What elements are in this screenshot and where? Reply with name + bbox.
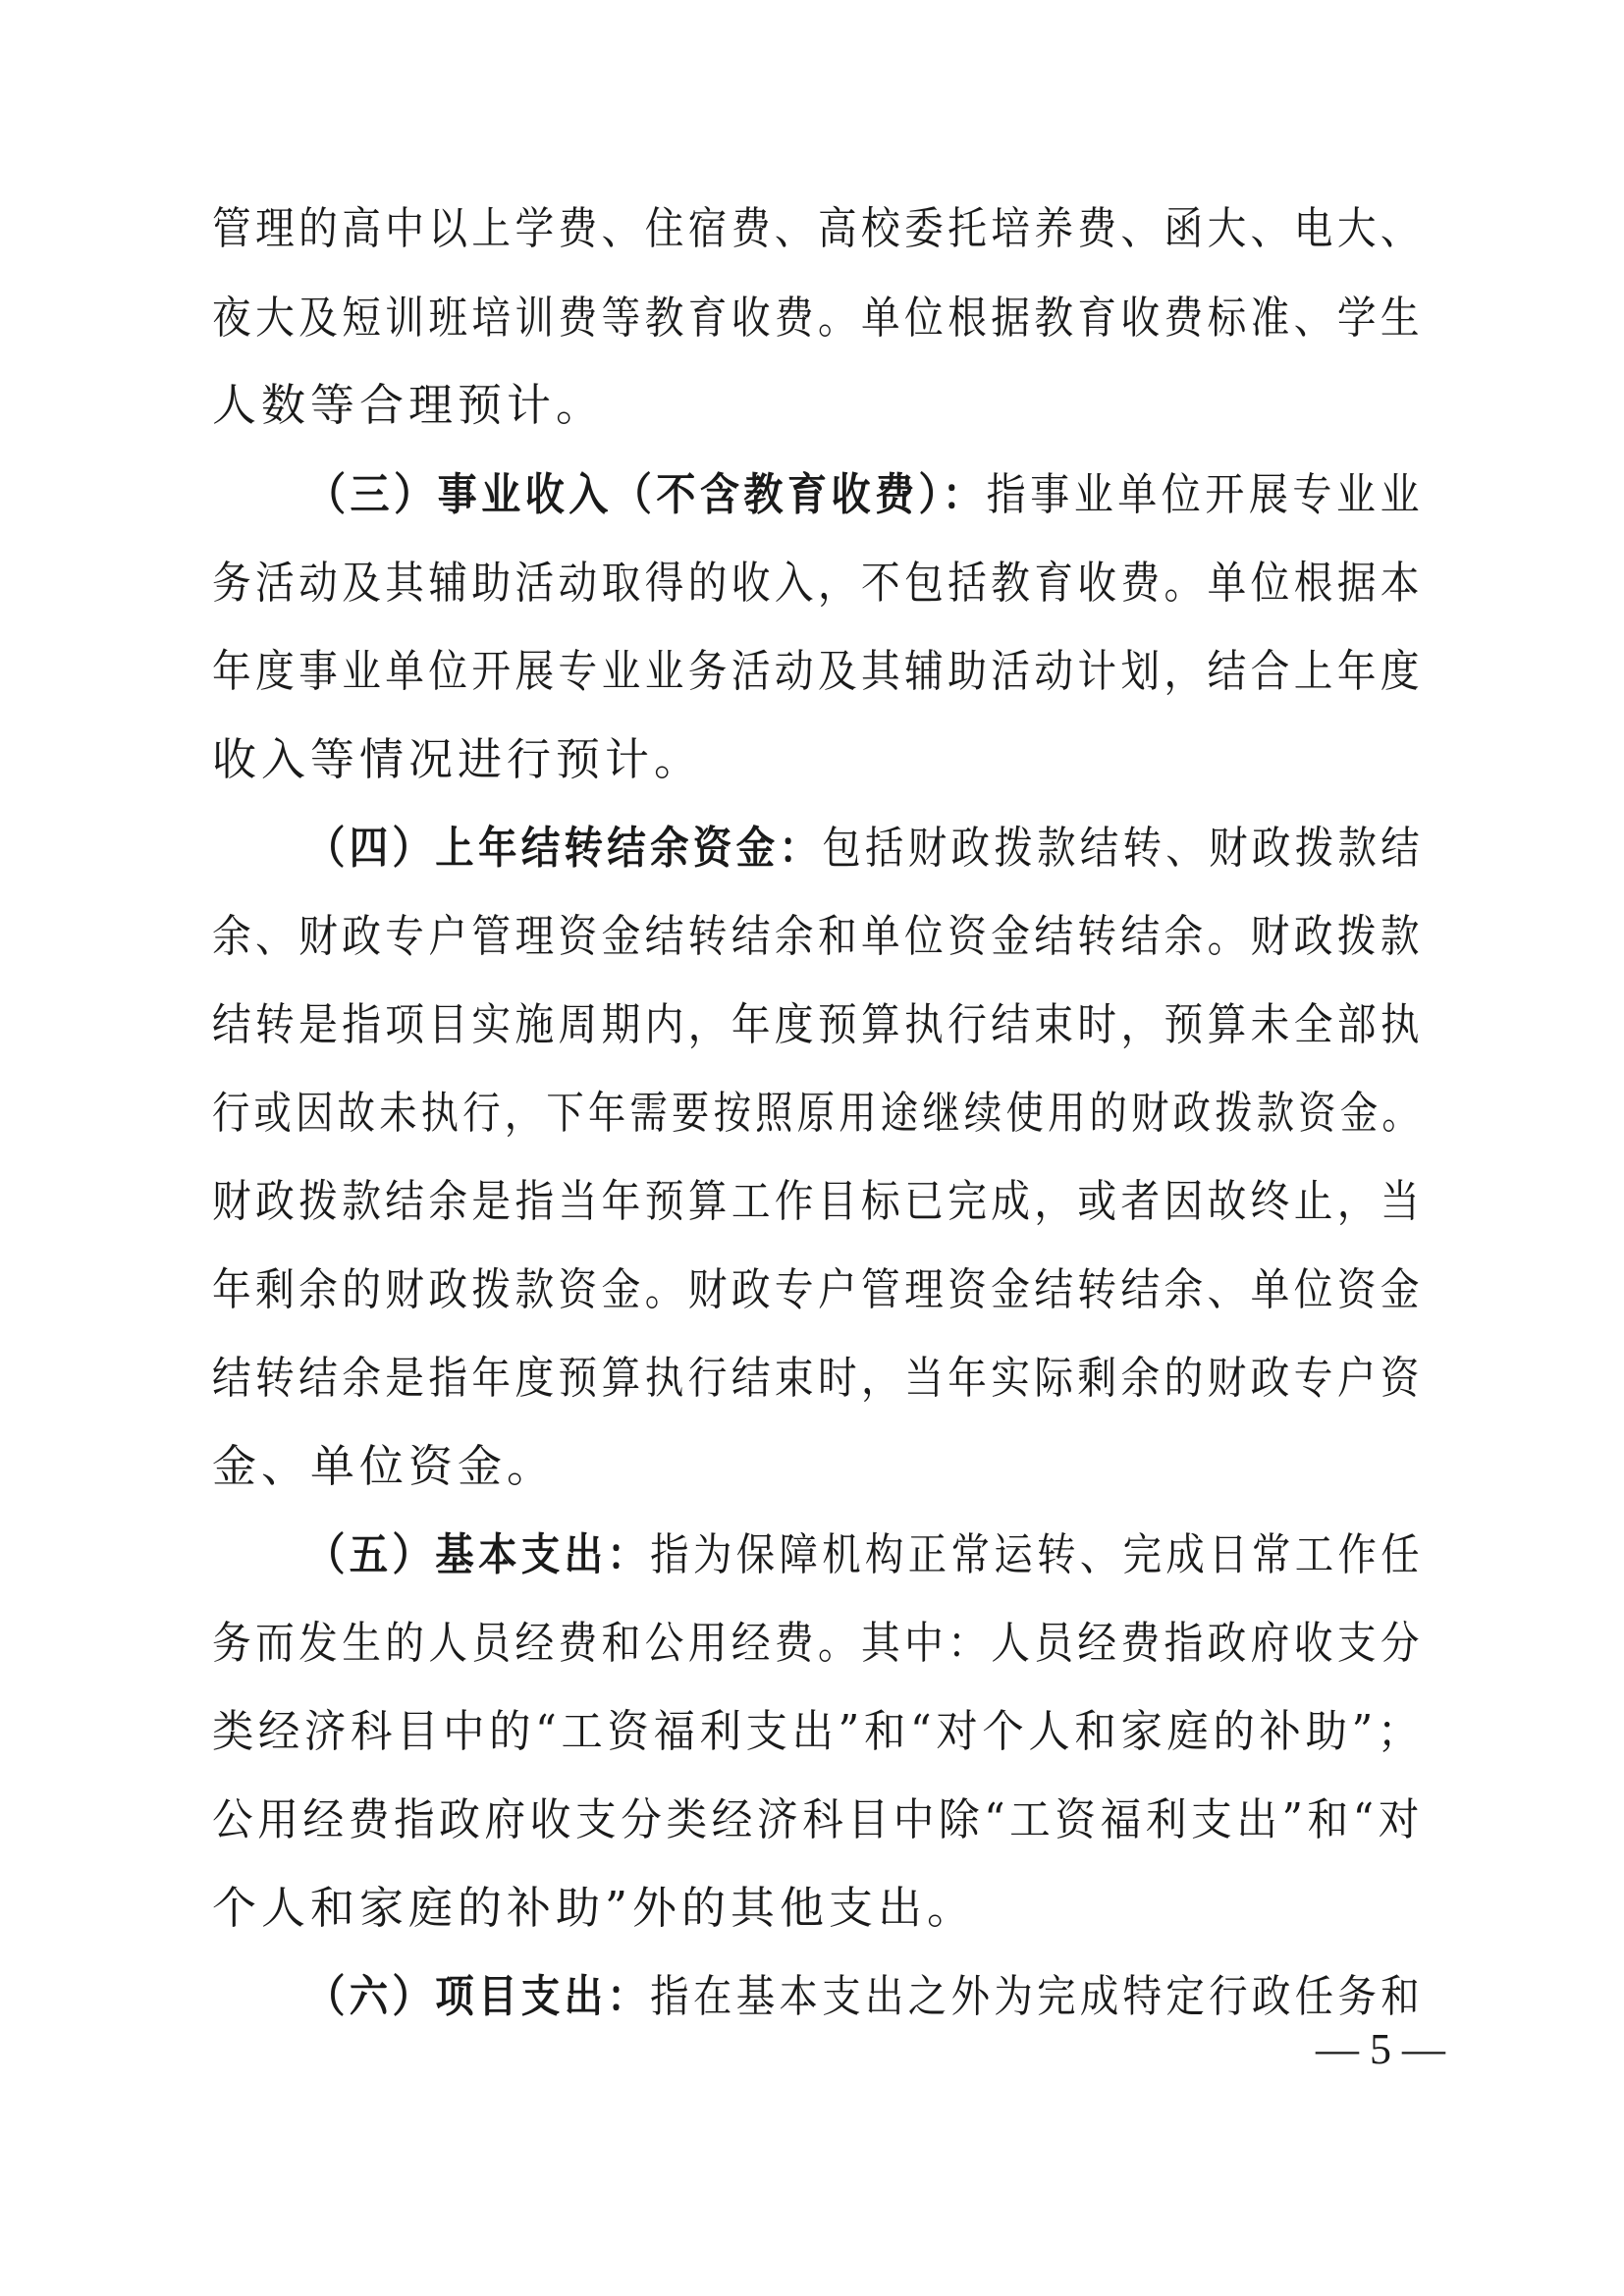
section-heading: （三）事业收入（不含教育收费）： [306,468,987,520]
body-line: 余、财政专户管理资金结转结余和单位资金结转结余。财政拨款 [212,910,1424,962]
section-paragraph-start [306,1967,1424,2026]
body-line: 夜大及短训班培训费等教育收费。单位根据教育收费标准、学生 [212,292,1424,344]
body-line: 个人和家庭的补助”外的其他支出。 [212,1882,977,1934]
section-heading: （五）基本支出： [306,1528,651,1580]
body-line: 年度事业单位开展专业业务活动及其辅助活动计划，结合上年度 [212,645,1424,697]
body-line: 行或因故未执行，下年需要按照原用途继续使用的财政拨款资金。 [212,1087,1424,1139]
body-line: 结转结余是指年度预算执行结束时，当年实际剩余的财政专户资 [212,1352,1424,1404]
body-line: 收入等情况进行预计。 [212,733,704,785]
section-heading: （四）上年结转结余资金： [306,822,823,874]
section-paragraph-start [306,1525,1424,1584]
body-line: 金、单位资金。 [212,1440,557,1492]
section-paragraph-start [306,819,1424,878]
body-line: 结转是指项目实施周期内，年度预算执行结束时，预算未全部执 [212,998,1424,1050]
section-heading: （六）项目支出： [306,1970,651,2022]
body-line: 公用经费指政府收支分类经济科目中除“工资福利支出”和“对 [212,1793,1424,1845]
body-line: 类经济科目中的“工资福利支出”和“对个人和家庭的补助”； [212,1705,1424,1757]
body-text: 指为保障机构正常运转、完成日常工作任 [650,1528,1425,1580]
body-text: 指在基本支出之外为完成特定行政任务和 [650,1970,1425,2022]
body-text: 包括财政拨款结转、财政拨款结 [822,822,1425,874]
section-paragraph-start [306,465,1424,524]
body-line: 务活动及其辅助活动取得的收入，不包括教育收费。单位根据本 [212,557,1424,609]
page-number: — 5 — [1316,2025,1445,2073]
body-text: 指事业单位开展专业业 [986,468,1425,520]
body-line: 人数等合理预计。 [212,379,606,431]
body-line: 年剩余的财政拨款资金。财政专户管理资金结转结余、单位资金 [212,1263,1424,1315]
body-line: 管理的高中以上学费、住宿费、高校委托培养费、函大、电大、 [212,202,1424,254]
body-line: 务而发生的人员经费和公用经费。其中：人员经费指政府收支分 [212,1617,1424,1669]
body-line: 财政拨款结余是指当年预算工作目标已完成，或者因故终止，当 [212,1175,1424,1227]
